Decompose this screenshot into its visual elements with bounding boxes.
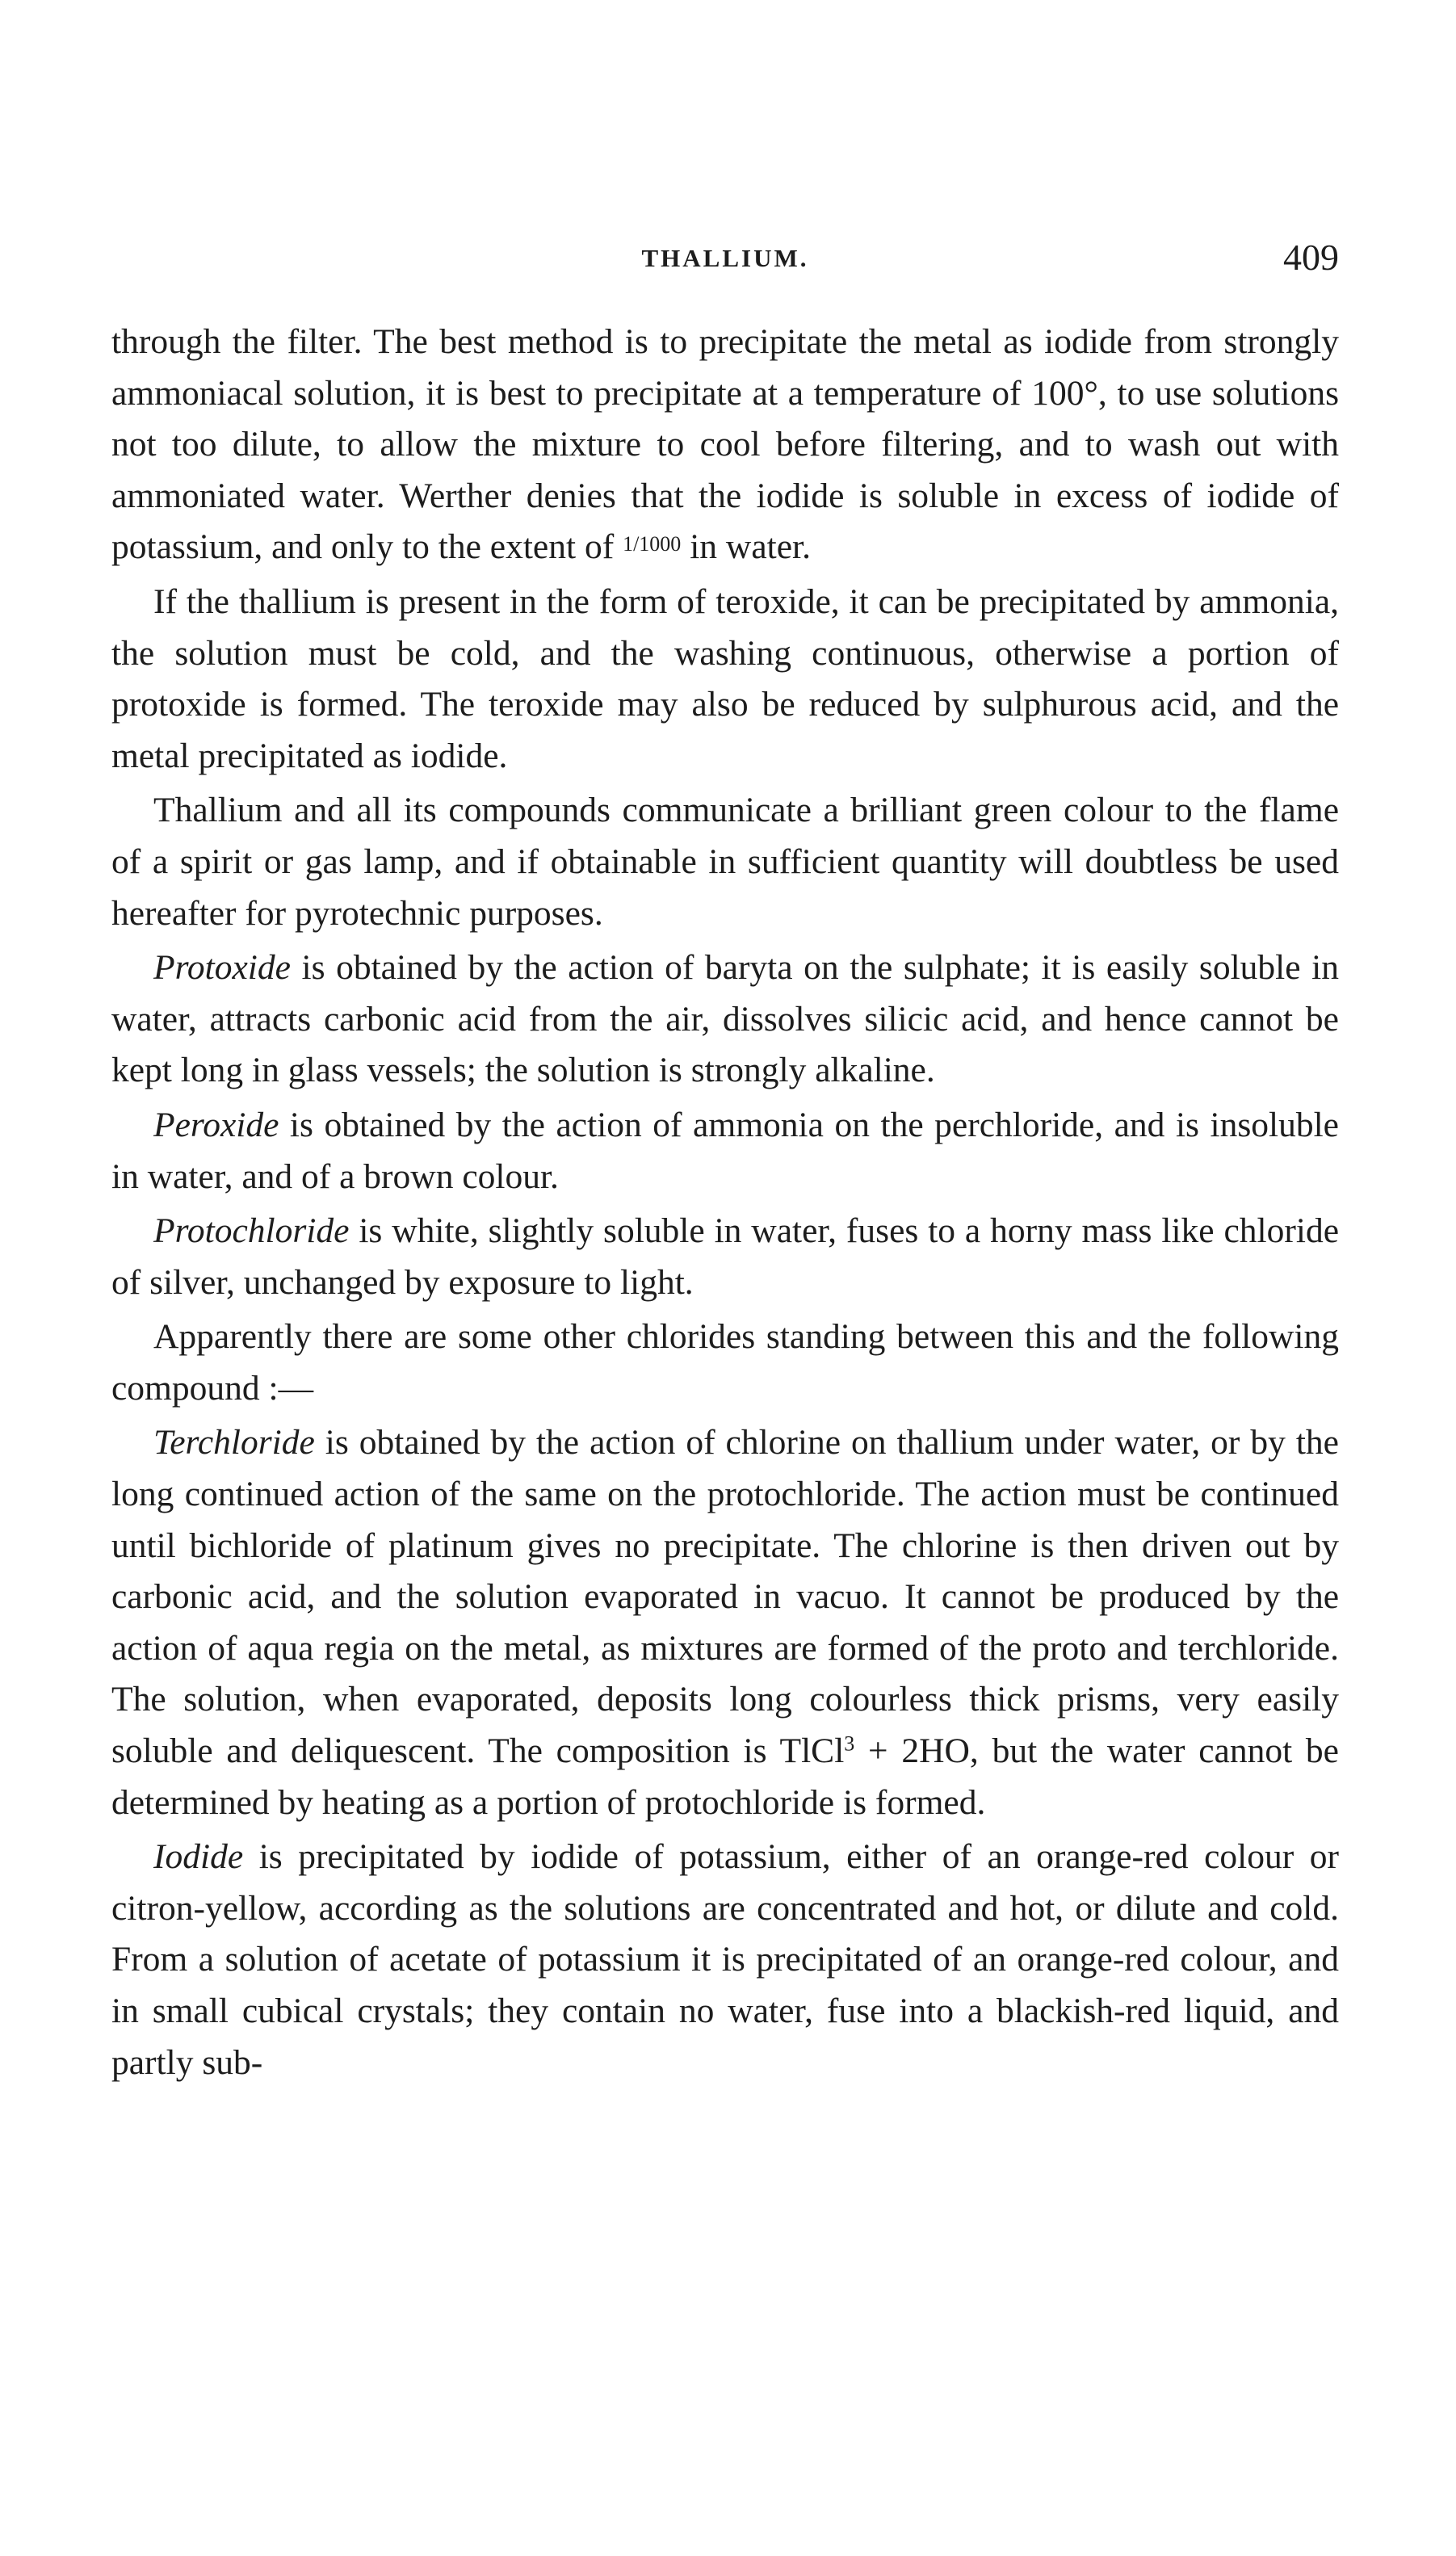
paragraph-teroxide — [111, 577, 1339, 782]
paragraph-iodide — [111, 1832, 1339, 2088]
term-protoxide: Protoxide — [153, 948, 291, 988]
paragraph-peroxide — [111, 1100, 1339, 1202]
fraction-one-thousandth: 1/1000 — [623, 532, 682, 556]
paragraph-text: is obtained by the action of ammonia on the perchloride, and is insoluble in water, and of a brown colour. — [111, 1105, 1339, 1196]
paragraph-terchloride — [111, 1417, 1339, 1828]
term-iodide: Iodide — [153, 1837, 244, 1877]
paragraph-filter-method — [111, 317, 1339, 573]
paragraph-text: is white, slightly soluble in water, fuses to a horny mass like chloride of silver, unchanged by exposure to light. — [111, 1211, 1339, 1302]
superscript-three: 3 — [844, 1731, 855, 1756]
paragraph-text: Apparently there are some other chlorides standing between this and the following compound :— — [111, 1317, 1339, 1408]
running-head — [111, 236, 1339, 284]
paragraph-text-end: + 2HO, but the water cannot be determined by heating as a portion of protochloride is formed. — [111, 1731, 1339, 1822]
paragraph-protoxide — [111, 942, 1339, 1097]
term-peroxide: Peroxide — [153, 1105, 279, 1144]
paragraph-text: is precipitated by iodide of potassium, either of an orange-red colour or citron-yellow, according as the solutions are concentrated and hot, or dilute and cold. From a solution of acetate of potassium it is precipitated of an orange-red colour, and in small cubical crystals; they contain no water, fuse into a blackish-red liquid, and partly sub- — [111, 1837, 1339, 2082]
paragraph-flame-colour — [111, 785, 1339, 939]
paragraph-text: Thallium and all its compounds communicate a brilliant green colour to the flame of a spirit or gas lamp, and if obtainable in sufficient quantity will doubtless be used hereafter for pyrotechnic purposes. — [111, 791, 1339, 933]
paragraph-text: through the filter. The best method is to precipitate the metal as iodide from strongly ammoniacal solution, it is best to precipitate at a temperature of 100°, to use solutions not too dilute, to allow the mixture to cool before filtering, and to wash out with ammoniated water. Werther denies that the iodide is soluble in excess of iodide of potassium, and only to the extent of — [111, 322, 1339, 567]
paragraph-text: If the thallium is present in the form of teroxide, it can be precipitated by ammonia, the solution must be cold, and the washing continuous, otherwise a portion of protoxide is formed. The teroxide may also be reduced by sulphurous acid, and the metal precipitated as iodide. — [111, 581, 1339, 775]
paragraph-other-chlorides — [111, 1312, 1339, 1414]
page-number: 409 — [1283, 237, 1339, 278]
paragraph-text: is obtained by the action of chlorine on thallium under water, or by the long continued action of the same on the protochloride. The action must be continued until bichloride of platinum gives no precipitate. The chlorine is then driven out by carbonic acid, and the solution evaporated in vacuo. It cannot be produced by the action of aqua regia on the metal, as mixtures are formed of the proto and terchloride. The solution, when evaporated, deposits long colourless thick prisms, very easily soluble and deliquescent. The composition is TlCl — [111, 1423, 1339, 1771]
paragraph-protochloride — [111, 1206, 1339, 1308]
term-terchloride: Terchloride — [153, 1423, 315, 1463]
running-title: THALLIUM. — [641, 244, 809, 272]
term-protochloride: Protochloride — [153, 1211, 350, 1251]
paragraph-text-end: in water. — [681, 527, 811, 567]
paragraph-text: is obtained by the action of baryta on the sulphate; it is easily soluble in water, attracts carbonic acid from the air, dissolves silicic acid, and hence cannot be kept long in glass vessels; the solution is strongly alkaline. — [111, 948, 1339, 1090]
body-text — [111, 317, 1339, 2088]
